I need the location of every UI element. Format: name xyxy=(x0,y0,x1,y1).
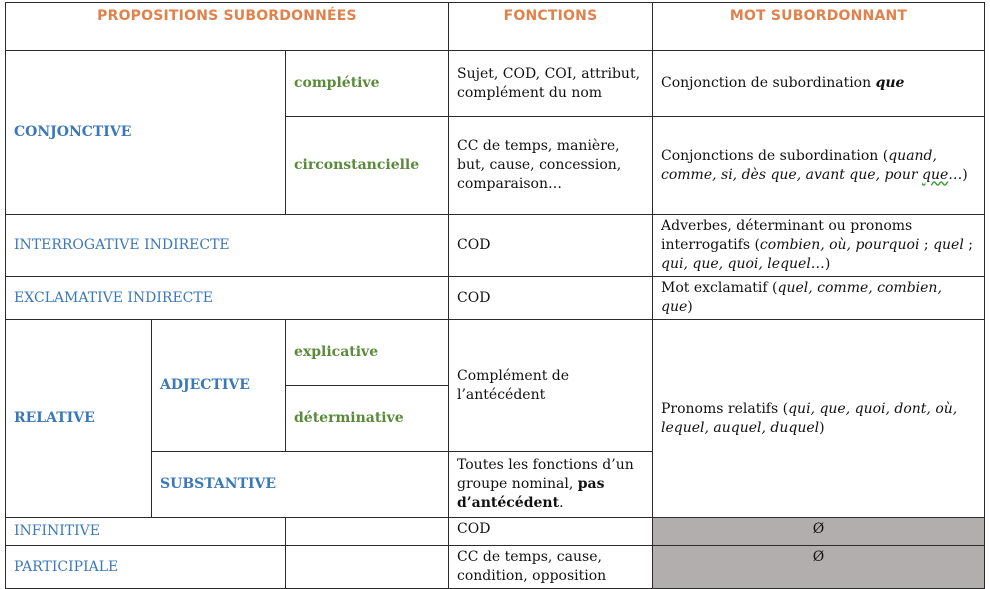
mot-interro-close: ) xyxy=(824,256,831,272)
mot-interro-italic-2: quel xyxy=(933,237,964,253)
row-label-conjonctive: CONJONCTIVE xyxy=(6,51,286,215)
fonctions-subst-text: Toutes les fonctions d’un groupe nominal, xyxy=(457,457,634,492)
fonctions-adjective: Complément de l’antécédent xyxy=(449,320,653,452)
mot-interrogative xyxy=(653,215,985,277)
mot-participiale-empty: Ø xyxy=(653,546,985,589)
sub-label-adjective: ADJECTIVE xyxy=(152,320,286,452)
fonctions-exclamative: COD xyxy=(449,277,653,320)
row-label-participiale: PARTICIPIALE xyxy=(6,546,286,589)
fonctions-subst-bold: pas d’antécédent xyxy=(457,476,605,511)
fonctions-circonstancielle: CC de temps, manière, but, cause, concession, comparaison… xyxy=(449,117,653,215)
mot-exclam-text: Mot exclamatif ( xyxy=(661,280,778,296)
fonctions-completive: Sujet, COD, COI, attribut, complément du nom xyxy=(449,51,653,117)
mot-exclam-close: ) xyxy=(687,299,693,315)
fonctions-interrogative: COD xyxy=(449,215,653,277)
mot-exclam-italic: quel, comme, combien, que xyxy=(661,280,942,315)
header-mot-subordonnant: MOT SUBORDONNANT xyxy=(653,3,985,51)
sub-label-circonstancielle: circonstancielle xyxy=(286,117,449,215)
fonctions-participiale: CC de temps, cause, condition, opposition xyxy=(449,546,653,589)
empty-cell-participiale xyxy=(286,546,449,589)
mot-circonstancielle xyxy=(653,117,985,215)
mot-completive xyxy=(653,51,985,117)
row-label-exclamative: EXCLAMATIVE INDIRECTE xyxy=(6,277,449,320)
mot-interro-italic-3: qui, que, quoi, lequel… xyxy=(661,256,825,272)
mot-completive-emph: que xyxy=(875,75,905,91)
fonctions-infinitive: COD xyxy=(449,518,653,546)
row-label-relative: RELATIVE xyxy=(6,320,152,518)
subordinate-clauses-table xyxy=(5,2,985,589)
sub-label-determinative: déterminative xyxy=(286,386,449,452)
sub-label-explicative: explicative xyxy=(286,320,449,386)
mot-interro-italic-1: combien, où, pourquoi xyxy=(759,237,920,253)
row-label-infinitive: INFINITIVE xyxy=(6,518,286,546)
empty-cell-infinitive xyxy=(286,518,449,546)
mot-circ-italic-end: … xyxy=(948,166,963,183)
mot-infinitive-empty: Ø xyxy=(653,518,985,546)
sub-label-completive: complétive xyxy=(286,51,449,117)
mot-circ-italic: quand, comme, si, dès que, avant que, pour xyxy=(661,147,937,183)
row-label-interrogative: INTERROGATIVE INDIRECTE xyxy=(6,215,449,277)
mot-exclamative xyxy=(653,277,985,320)
mot-relative xyxy=(653,320,985,518)
mot-interro-sep2: ; xyxy=(963,237,973,253)
mot-circ-italic-underlined: que xyxy=(922,166,949,183)
mot-relative-close: ) xyxy=(819,419,825,436)
mot-interro-sep: ; xyxy=(919,237,934,253)
header-fonctions: FONCTIONS xyxy=(449,3,653,51)
mot-circ-close: ) xyxy=(962,166,968,183)
mot-circ-text: Conjonctions de subordination ( xyxy=(661,147,889,164)
sub-label-substantive: SUBSTANTIVE xyxy=(152,452,449,518)
fonctions-substantive xyxy=(449,452,653,518)
mot-interro-text: Adverbes, déterminant ou pronoms interrogatifs ( xyxy=(661,218,913,253)
mot-relative-text: Pronoms relatifs ( xyxy=(661,400,789,417)
mot-completive-text: Conjonction de subordination xyxy=(661,75,876,91)
mot-relative-italic: qui, que, quoi, dont, où, lequel, auquel, duquel xyxy=(661,400,958,436)
fonctions-subst-end: . xyxy=(559,495,564,511)
header-propositions: PROPOSITIONS SUBORDONNÉES xyxy=(6,3,449,51)
